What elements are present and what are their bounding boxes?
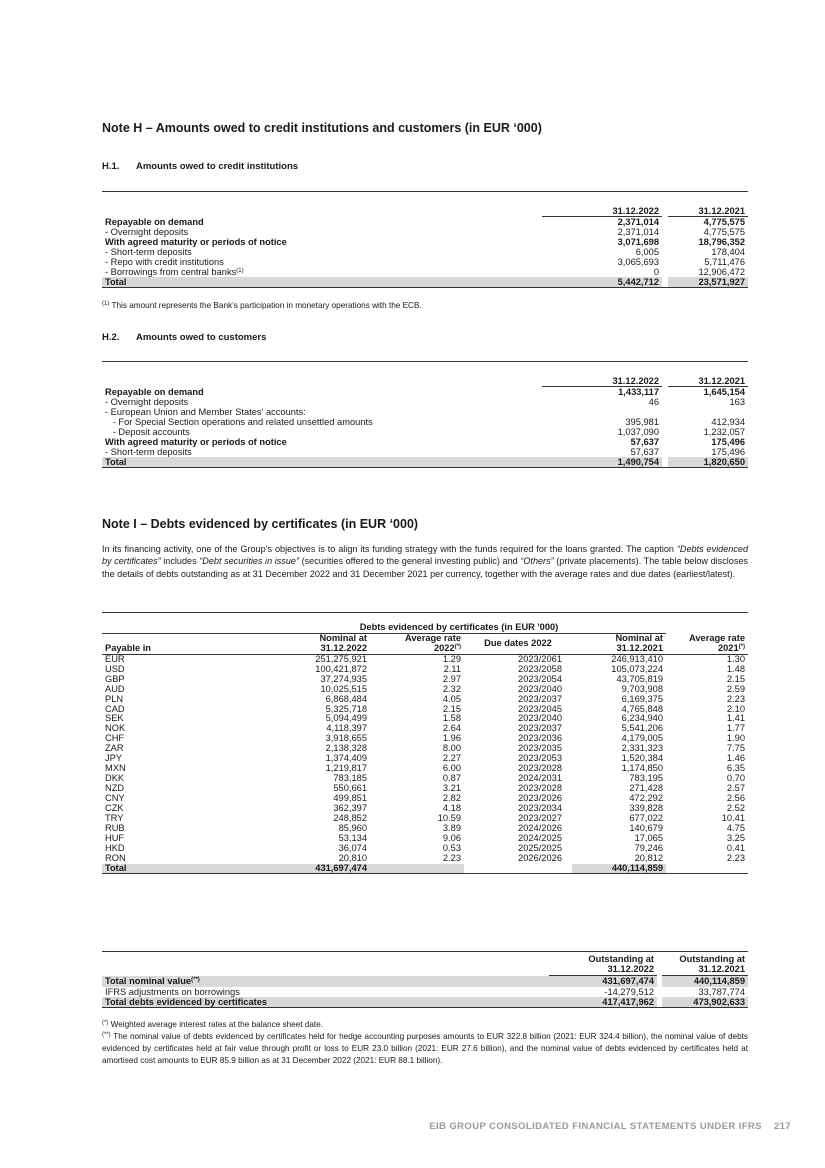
row-label-text: - For Special Section operations and related unsettled amounts [105,417,373,428]
currency: TRY [105,812,124,823]
page-number: 217 [773,1121,791,1132]
note-i-paragraph [102,543,748,580]
due-dates: 2025/2025 [518,842,562,853]
nominal-2022: 6,868,484 [325,693,367,704]
row-value-2021: 18,796,352 [698,237,745,248]
rate-2021: 2.57 [726,783,745,793]
nominal-2021: 43,705,819 [616,673,663,684]
nominal-2021: 5,541,206 [621,723,663,734]
nominal-2021: 339,828 [629,802,663,813]
table-row [102,397,748,407]
h1-col-2022: 31.12.2022 [542,206,662,217]
due-dates: 2023/2035 [518,743,562,754]
total-row [102,277,748,288]
nominal-2021: 6,234,940 [621,713,663,724]
row-value-2021: 178,404 [711,247,745,258]
due-dates: 2024/2031 [518,773,562,784]
debts-total-row [102,864,748,874]
due-dates: 2023/2045 [518,703,562,714]
rate-2022: 3.89 [442,822,461,833]
row-label-text: - Repo with credit institutions [105,257,224,268]
nominal-2021: 246,913,410 [611,653,663,664]
row-value-2022: 1,433,117 [618,387,659,398]
due-dates: 2023/2061 [518,653,562,664]
due-dates: 2023/2040 [518,713,562,724]
para-part-1: In its financing activity, one of the Group’s objectives is to align its funding strategy with the funds required for the loans granted. The caption [102,544,677,554]
table-row [102,437,748,447]
col-outstanding-2022: Outstanding at 31.12.2022 [549,954,657,976]
nominal-2021: 79,246 [634,842,663,853]
currency: PLN [105,693,124,704]
currency: CNY [105,792,125,803]
table-row [102,417,748,427]
outstanding-table [102,951,748,1008]
nominal-2022: 20,810 [338,852,367,863]
row-label [102,247,542,257]
nominal-2022: 37,274,935 [320,673,367,684]
table-row [102,447,748,457]
row-label [102,227,542,237]
nominal-2022: 1,374,409 [325,753,367,764]
outstanding-rows [102,976,748,1008]
due-dates: 2024/2026 [518,822,562,833]
para-italic-1: “Debts evidenced by certificates” [102,544,748,567]
rate-2021: 0.41 [726,842,745,853]
debts-total-label: Total [102,864,252,874]
nominal-2022: 2,138,328 [325,743,367,754]
due-dates: 2023/2054 [518,673,562,684]
nominal-2022: 10,025,515 [320,683,367,694]
currency: RON [105,852,126,863]
row-label-text: With agreed maturity or periods of notice [105,237,287,248]
nominal-2021: 677,022 [629,812,663,823]
rate-2021: 1.48 [726,663,745,674]
nominal-2022: 100,421,872 [315,663,367,674]
h2-col-2022: 31.12.2022 [542,376,662,387]
total-2021: 1,820,650 [668,457,748,468]
rate-2022: 1.29 [442,653,461,664]
row-label-text: - Deposit accounts [105,427,190,438]
para-part-2: includes [160,556,200,567]
row-value-2021: 412,934 [711,417,745,428]
value-2021: 33,787,774 [698,986,745,997]
rate-2022: 9.06 [442,832,461,843]
rate-2022: 4.18 [442,802,461,813]
row-value-2022: 3,065,693 [617,257,659,268]
para-part-3: (securities offered to the general investing public) and [299,556,521,567]
footnote-2: (**) The nominal value of debts evidenced by certificates held for hedge accounting purposes amounts to EUR 322.8 billion (2021: EUR 324.4 billion), the nominal value of debts evidenced by certificates held at fair value through profit or loss to EUR 23.0 billion (2021: EUR 27.6 billion), and the nominal value of debts evidenced by certificates held at amortised cost amounts to EUR 85.9 billion as at 31 December 2022 (2021: EUR 88.1 billion). [102,1031,748,1065]
currency: CZK [105,802,124,813]
value-2022: -14,279,512 [604,986,654,997]
value-2022: 417,417,962 [549,997,657,1008]
value-2022: 431,697,474 [549,976,657,987]
row-value-2022: 6,005 [635,247,659,258]
para-italic-2: “Debt securities in issue” [199,556,299,567]
table-row [102,695,748,705]
para-part-4: (private placements). The table below discloses the details of debts outstanding as at 31 December 2022 and 31 December 2021 per currency, together with the average rates and due dates (earliest/latest). [102,556,748,579]
table-row [102,227,748,237]
rate-2022: 3.21 [442,783,461,793]
nominal-2022: 5,325,718 [325,703,367,714]
rate-2022: 6.00 [442,763,461,774]
rate-2021: 3.25 [726,832,745,843]
currency: USD [105,663,125,674]
debts-table [102,612,748,874]
rate-2022: 0.53 [442,842,461,853]
nominal-2022: 85,960 [338,822,367,833]
row-label-text: - Overnight deposits [105,397,189,408]
value-2021: 440,114,859 [662,976,748,987]
h2-heading [102,332,266,343]
note-i-footnotes [102,1019,748,1067]
table-row [102,997,748,1008]
rate-2022: 2.97 [442,673,461,684]
h2-table [102,361,748,468]
rate-2021: 1.30 [726,653,745,664]
currency: NZD [105,783,125,793]
h2-rows [102,387,748,468]
rate-2022: 2.11 [443,663,461,674]
rate-2022: 8.00 [442,743,461,754]
nominal-2022: 36,074 [338,842,367,853]
debts-total-2022: 431,697,474 [252,864,370,874]
row-value-2021 [668,407,748,417]
row-label [102,407,542,417]
table-row [102,987,748,997]
rate-2021: 1.41 [726,713,745,724]
h2-number: H.2. [102,332,120,343]
row-value-2022: 1,037,090 [617,427,659,438]
row-value-2022: 2,371,014 [617,217,659,228]
nominal-2022: 248,852 [333,812,367,823]
row-label-text: With agreed maturity or periods of notice [105,437,287,448]
row-label-text: Total nominal value [105,976,192,987]
due-dates: 2023/2058 [518,663,562,674]
h2-col-2021: 31.12.2021 [668,376,748,387]
rate-2022: 2.15 [442,703,461,714]
row-value-2021: 175,496 [711,447,745,458]
total-2022: 5,442,712 [542,277,662,288]
total-2021: 23,571,927 [668,277,748,288]
nominal-2022: 783,185 [333,773,367,784]
row-value-2022: 57,637 [630,437,659,448]
currency: HKD [105,842,125,853]
currency: CAD [105,703,125,714]
row-label-text: - European Union and Member States' accounts: [105,407,306,418]
h1-title: Amounts owed to credit institutions [136,161,299,172]
nominal-2022: 550,661 [333,783,367,793]
table-row [102,247,748,257]
due-dates: 2026/2026 [518,852,562,863]
row-label [102,267,542,277]
table-row [102,407,748,417]
nominal-2022: 4,118,397 [326,723,367,734]
row-value-2021: 4,775,575 [703,217,745,228]
page-footer [429,1121,791,1132]
rate-2021: 2.23 [726,693,745,704]
nominal-2021: 20,812 [634,852,663,863]
rate-2022: 2.32 [442,683,461,694]
row-label-text: Repayable on demand [105,216,204,227]
row-value-2022: 46 [648,397,659,408]
nominal-2021: 17,065 [634,832,663,843]
rate-2022: 1.58 [442,713,461,724]
h1-table [102,191,748,288]
nominal-2021: 6,169,375 [621,693,663,704]
debts-total-2021: 440,114,859 [572,864,666,874]
due-dates: 2023/2037 [518,693,562,704]
row-label-sup: (1) [236,268,244,275]
row-label [102,257,542,267]
col-outstanding-2021: Outstanding at 31.12.2021 [662,954,748,976]
h1-footnote-mark: (1) [102,301,110,307]
due-dates: 2023/2036 [518,733,562,744]
total-row [102,457,748,468]
row-label [102,387,542,398]
row-value-2022 [542,407,662,417]
table-row [102,387,748,398]
nominal-2021: 140,679 [629,822,663,833]
rate-2022: 4.05 [442,693,461,704]
rate-2022: 1.96 [442,733,461,744]
row-label-text: Repayable on demand [105,386,204,397]
rate-2021: 7.75 [726,743,745,754]
total-label: Total [102,277,542,288]
row-label [102,976,549,987]
h1-footnote-text: This amount represents the Bank’s participation in monetary operations with the ECB. [111,301,422,310]
rate-2021: 0.70 [726,773,745,784]
currency: NOK [105,723,126,734]
row-label [102,217,542,228]
row-label [102,987,549,997]
rate-2022: 2.23 [442,852,461,863]
row-label [102,447,542,457]
rate-2021: 6.35 [726,763,745,774]
table-row [102,976,748,987]
row-value-2022: 2,371,014 [617,227,659,238]
rate-2021: 2.10 [726,703,745,714]
rate-2022: 2.27 [442,753,461,764]
nominal-2022: 362,397 [333,802,367,813]
due-dates: 2023/2026 [518,792,562,803]
rate-2021: 1.77 [726,723,745,734]
due-dates: 2023/2027 [518,812,562,823]
h1-number: H.1. [102,161,120,172]
currency: HUF [105,832,125,843]
row-value-2022: 3,071,698 [617,237,659,248]
nominal-2021: 4,179,005 [621,733,663,744]
row-label [102,427,542,437]
currency: CHF [105,733,125,744]
row-value-2021: 5,711,476 [704,257,745,268]
row-value-2022: 0 [653,267,659,278]
rate-2022: 0.87 [442,773,461,784]
rate-2022: 10.59 [437,812,461,823]
rate-2021: 4.75 [726,822,745,833]
currency: AUD [105,683,125,694]
table-row [102,257,748,267]
nominal-2021: 105,073,224 [611,663,663,674]
col-payable-in: Payable in [102,633,252,654]
due-dates: 2023/2028 [518,763,562,774]
row-label-text: - Short-term deposits [105,447,192,458]
h2-title: Amounts owed to customers [136,332,267,343]
rate-2022: 2.82 [442,792,461,803]
rate-2022: 2.64 [442,723,461,734]
nominal-2021: 472,292 [629,792,663,803]
para-italic-3: “Others” [520,556,554,567]
table-row [102,854,748,864]
nominal-2021: 4,765,848 [621,703,663,714]
h1-heading [102,161,298,172]
nominal-2021: 783,195 [629,773,663,784]
rate-2021: 2.15 [726,673,745,684]
footer-text: EIB GROUP CONSOLIDATED FINANCIAL STATEMENTS UNDER IFRS [429,1121,762,1132]
row-label [102,237,542,247]
rate-2021: 2.56 [726,792,745,803]
due-dates: 2023/2034 [518,802,562,813]
currency: EUR [105,653,125,664]
debts-table-caption: Debts evidenced by certificates (in EUR '000) [252,623,666,633]
row-label [102,997,549,1008]
due-dates: 2023/2053 [518,753,562,764]
col-rate-2021: Average rate 2021(*) [666,633,748,654]
nominal-2022: 3,918,655 [325,733,367,744]
col-rate-2022: Average rate 2022(*) [370,633,464,654]
nominal-2021: 271,428 [629,783,663,793]
value-2021: 473,902,633 [662,997,748,1008]
currency: SEK [105,713,124,724]
col-nominal-2021: Nominal at 31.12.2021 [572,633,666,654]
footnote-1: (*) Weighted average interest rates at the balance sheet date. [102,1020,324,1029]
debts-rows [102,654,748,863]
nominal-2022: 5,094,499 [325,713,367,724]
due-dates: 2023/2037 [518,723,562,734]
rate-2021: 1.46 [726,753,745,764]
nominal-2021: 1,520,384 [621,753,663,764]
nominal-2021: 2,331,323 [621,743,663,754]
currency: ZAR [105,743,124,754]
row-label-text: - Borrowings from central banks [105,267,237,278]
row-label [102,397,542,407]
h1-col-2021: 31.12.2021 [668,206,748,217]
currency: JPY [105,753,123,764]
total-label: Total [102,457,542,468]
nominal-2021: 1,174,850 [621,763,663,774]
due-dates: 2023/2040 [518,683,562,694]
row-label-sup: (**) [191,977,200,984]
row-label-text: - Short-term deposits [105,247,192,258]
currency: RUB [105,822,125,833]
row-value-2022: 57,637 [630,447,659,458]
row-value-2021: 1,645,154 [703,387,745,398]
nominal-2022: 1,219,817 [325,763,367,774]
row-value-2021: 4,775,575 [703,227,745,238]
row-label [102,437,542,447]
rate-2021: 2.59 [726,683,745,694]
row-value-2021: 1,232,057 [703,427,745,438]
total-2022: 1,490,754 [542,457,662,468]
row-label-text: Total debts evidenced by certificates [105,996,268,1007]
table-row [102,237,748,247]
row-label-text: IFRS adjustments on borrowings [105,986,240,997]
h1-rows [102,217,748,288]
due-dates: 2024/2025 [518,832,562,843]
note-h-title: Note H – Amounts owed to credit institutions and customers (in EUR ‘000) [102,121,542,135]
row-value-2021: 12,906,472 [698,267,745,278]
table-row [102,217,748,228]
currency: DKK [105,773,125,784]
row-value-2021: 175,496 [711,437,745,448]
row-value-2022: 395,981 [625,417,659,428]
rate-2021: 2.52 [726,802,745,813]
rate-2021: 2.23 [726,852,745,863]
rate-2021: 1.90 [726,733,745,744]
due-dates: 2023/2028 [518,783,562,793]
nominal-2022: 53,134 [338,832,367,843]
row-label [102,417,542,427]
currency: GBP [105,673,125,684]
table-row [102,427,748,437]
col-nominal-2022: Nominal at 31.12.2022 [252,633,370,654]
currency: MXN [105,763,126,774]
col-due-dates: Due dates 2022 [464,633,572,654]
note-i-title: Note I – Debts evidenced by certificates (in EUR ‘000) [102,517,419,531]
table-row [102,267,748,277]
nominal-2022: 251,275,921 [315,653,367,664]
nominal-2021: 9,703,908 [621,683,663,694]
row-label-text: - Overnight deposits [105,227,189,238]
row-value-2021: 163 [729,397,745,408]
h1-footnote [102,300,748,312]
nominal-2022: 499,851 [333,792,367,803]
rate-2021: 10.41 [721,812,745,823]
